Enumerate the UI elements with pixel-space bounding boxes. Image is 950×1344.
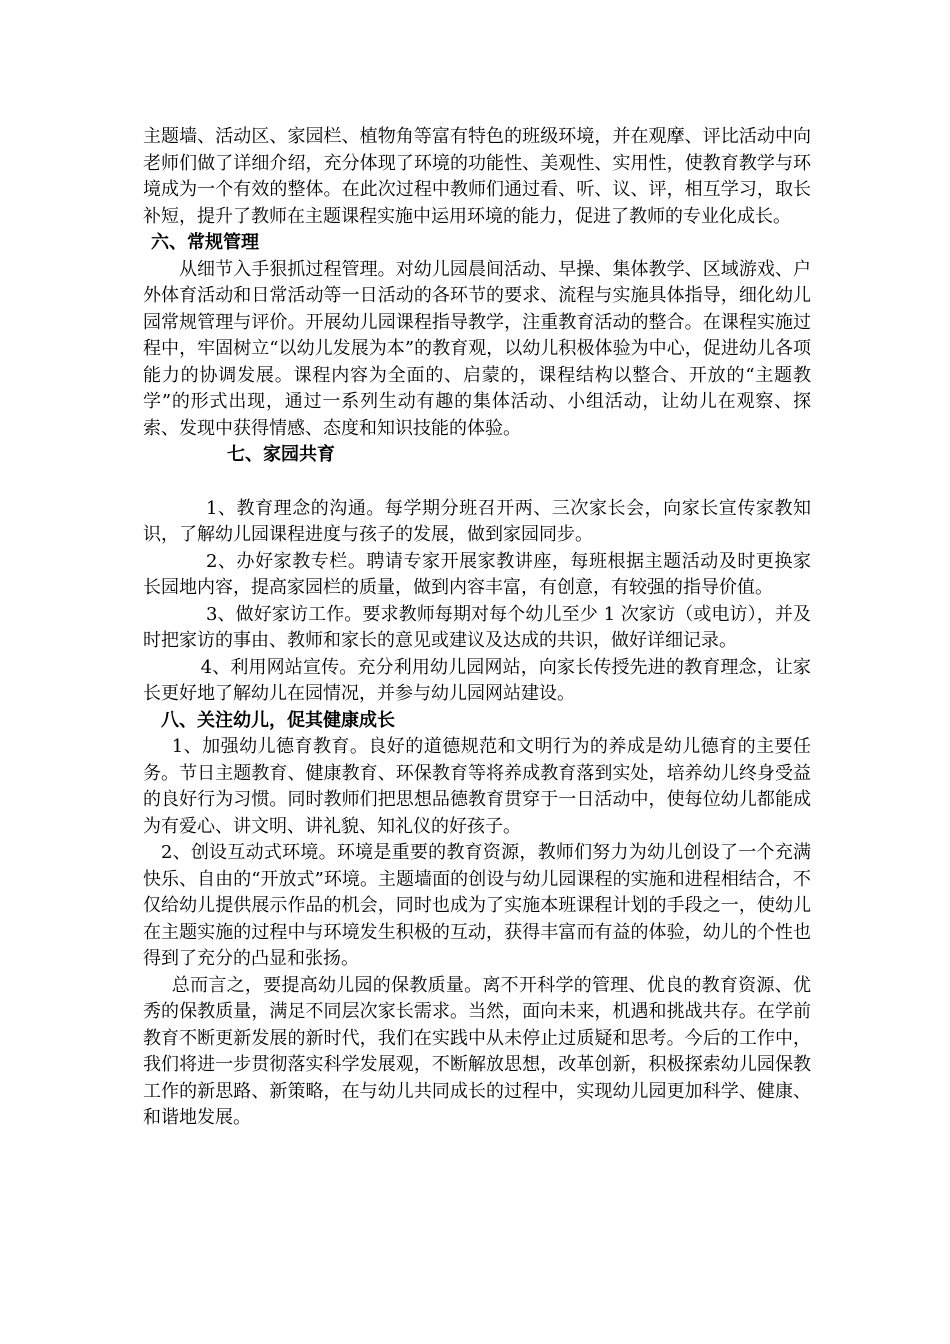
- section-6-paragraph: 从细节入手狠抓过程管理。对幼儿园晨间活动、早操、集体教学、区域游戏、户外体育活动和日常活动等一日活动的各环节的要求、流程与实施具体指导，细化幼儿园常规管理与评价。开展幼儿园课程指导教学，注重教育活动的整合。在课程实施过程中，牢固树立“以幼儿发展为本”的教育观，以幼儿积极体验为中心，促进幼儿各项能力的协调发展。课程内容为全面的、启蒙的，课程结构以整合、开放的“主题教学”的形式出现，通过一系列生动有趣的集体活动、小组活动，让幼儿在观察、探索、发现中获得情感、态度和知识技能的体验。: [143, 258, 811, 439]
- intro-paragraph: 主题墙、活动区、家园栏、植物角等富有特色的班级环境，并在观摩、评比活动中向老师们做了详细介绍，充分体现了环境的功能性、美观性、实用性，使教育教学与环境成为一个有效的整体。在此次过程中教师们通过看、听、议、评，相互学习，取长补短，提升了教师在主题课程实施中运用环境的能力，促进了教师的专业化成长。: [143, 126, 811, 227]
- section-8-item-1: 1、加强幼儿德育教育。良好的道德规范和文明行为的养成是幼儿德育的主要任务。节日主题教育、健康教育、环保教育等将养成教育落到实处，培养幼儿终身受益的良好行为习惯。同时教师们把思想品德教育贯穿于一日活动中，使每位幼儿都能成为有爱心、讲文明、讲礼貌、知礼仪的好孩子。: [143, 736, 811, 837]
- section-7-item-2: 2、办好家教专栏。聘请专家开展家教讲座，每班根据主题活动及时更换家长园地内容，提高家园栏的质量，做到内容丰富，有创意，有较强的指导价值。: [143, 550, 811, 598]
- section-8-item-2: 2、创设互动式环境。环境是重要的教育资源，教师们努力为幼儿创设了一个充满快乐、自由的“开放式”环境。主题墙面的创设与幼儿园课程的实施和进程相结合，不仅给幼儿提供展示作品的机会，同时也成为了实施本班课程计划的手段之一，使幼儿在主题实施的过程中与环境发生积极的互动，获得丰富而有益的体验，幼儿的个性也得到了充分的凸显和张扬。: [143, 842, 811, 969]
- document-page: [143, 124, 811, 1132]
- section-7-item-4: 4、利用网站宣传。充分利用幼儿园网站，向家长传授先进的教育理念，让家长更好地了解幼儿在园情况，并参与幼儿园网站建设。: [143, 656, 811, 704]
- section-7-item-1: 1、教育理念的沟通。每学期分班召开两、三次家长会，向家长宣传家教知识，了解幼儿园课程进度与孩子的发展，做到家园同步。: [143, 497, 811, 545]
- conclusion-paragraph: 总而言之，要提高幼儿园的保教质量。离不开科学的管理、优良的教育资源、优秀的保教质量，满足不同层次家长需求。当然，面向未来，机遇和挑战共存。在学前教育不断更新发展的新时代，我们在实践中从未停止过质疑和思考。今后的工作中，我们将进一步贯彻落实科学发展观，不断解放思想，改革创新，积极探索幼儿园保教工作的新思路、新策略，在与幼儿共同成长的过程中，实现幼儿园更加科学、健康、和谐地发展。: [143, 974, 811, 1128]
- section-6-heading: 六、常规管理: [151, 232, 259, 253]
- blank-line: [143, 469, 811, 496]
- section-7-item-3: 3、做好家访工作。要求教师每期对每个幼儿至少 1 次家访（或电访），并及时把家访的事由、教师和家长的意见或建议及达成的共识，做好详细记录。: [143, 603, 811, 651]
- section-7-heading: 七、家园共育: [227, 444, 335, 465]
- section-8-heading: 八、关注幼儿，促其健康成长: [161, 709, 395, 731]
